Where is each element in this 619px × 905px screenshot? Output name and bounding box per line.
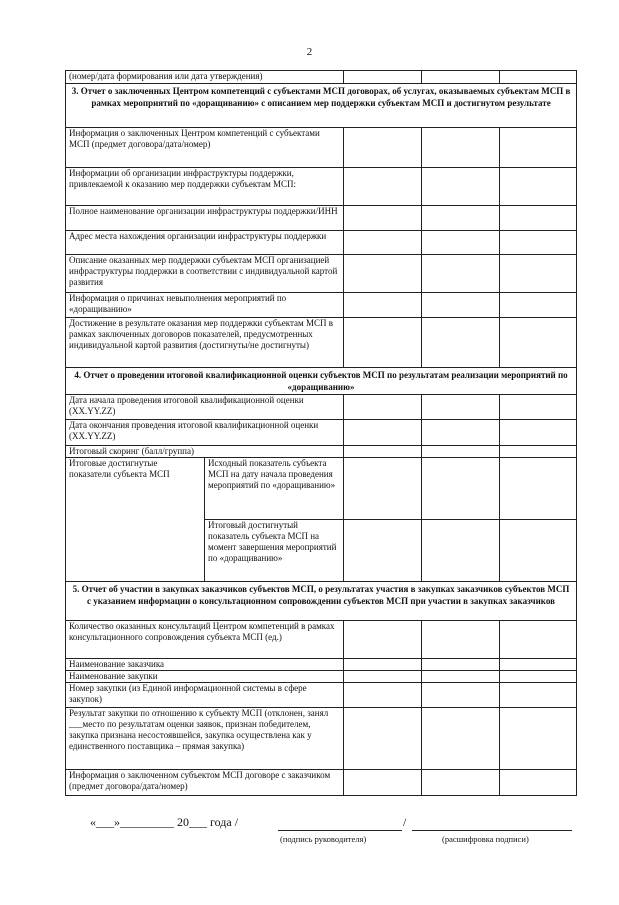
empty-cell [422,71,500,84]
signature-slash: / [403,815,407,829]
empty-cell [344,231,422,255]
empty-cell [422,458,500,520]
empty-cell [500,168,577,206]
row-label: Номер закупки (из Единой информационной системы в сфере закупок) [66,683,344,708]
empty-cell [422,770,500,796]
empty-cell [422,708,500,770]
empty-cell [344,395,422,420]
empty-cell [344,255,422,293]
empty-cell [500,255,577,293]
indicators-label: Итоговые достигнутые показатели субъекта МСП [66,458,205,582]
table-row [66,770,577,796]
table-row [66,293,577,318]
empty-cell [422,206,500,231]
section-header-row [66,368,577,395]
empty-cell [500,446,577,458]
empty-cell [422,621,500,659]
row-label: Информация о заключенном субъектом МСП договоре с заказчиком (предмет договора/дата/номер) [66,770,344,796]
signature-caption: (подпись руководителя) [280,834,367,844]
empty-cell [422,683,500,708]
empty-cell [500,683,577,708]
empty-cell [500,71,577,84]
table-row [66,708,577,770]
empty-cell [422,293,500,318]
name-line [412,830,572,831]
table-row [66,683,577,708]
table-row [66,255,577,293]
row-label: Наименование закупки [66,671,344,683]
empty-cell [500,293,577,318]
indicator-initial-label: Исходный показатель субъекта МСП на дату начала проведения мероприятий по «доращиванию» [205,458,344,520]
empty-cell [344,318,422,368]
empty-cell [500,671,577,683]
empty-cell [344,293,422,318]
empty-cell [422,128,500,168]
table-row [66,458,577,520]
page-number: 2 [306,46,313,58]
row-label: Дата окончания проведения итоговой квалификационной оценки (XX.YY.ZZ) [66,420,344,446]
row-label: Наименование заказчика [66,659,344,671]
row-label: Информация о причинах невыполнения мероприятий по «доращиванию» [66,293,344,318]
empty-cell [344,71,422,84]
table-row [66,659,577,671]
table-row [66,446,577,458]
empty-cell [344,621,422,659]
empty-cell [422,671,500,683]
name-caption: (расшифровка подписи) [442,834,529,844]
row-label: Адрес места нахождения организации инфраструктуры поддержки [66,231,344,255]
table-row [66,420,577,446]
empty-cell [344,128,422,168]
table-row [66,128,577,168]
empty-cell [344,458,422,520]
row-label: Информации об организации инфраструктуры поддержки, привлекаемой к оказанию мер поддержки субъектам МСП: [66,168,344,206]
section-3-title: 3. Отчет о заключенных Центром компетенций с субъектами МСП договорах, об услугах, оказываемых субъектам МСП в рамках мероприятий по «доращиванию» с описанием мер поддержки субъектам МСП и достигнутом результате [66,84,577,128]
empty-cell [500,458,577,520]
row-label: Количество оказанных консультаций Центром компетенций в рамках консультационного сопровождения субъекта МСП (ед.) [66,621,344,659]
report-form-table [65,70,577,796]
empty-cell [344,206,422,231]
empty-cell [422,168,500,206]
row-label: Дата начала проведения итоговой квалификационной оценки (XX.YY.ZZ) [66,395,344,420]
empty-cell [500,395,577,420]
table-row [66,395,577,420]
empty-cell [500,206,577,231]
empty-cell [422,446,500,458]
signature-line [278,830,402,831]
empty-cell [344,708,422,770]
section-header-row [66,582,577,621]
indicator-final-label: Итоговый достигнутый показатель субъекта МСП на момент завершения мероприятий по «доращиванию» [205,520,344,582]
empty-cell [422,255,500,293]
row-label: Информация о заключенных Центром компетенций с субъектами МСП (предмет договора/дата/номер) [66,128,344,168]
empty-cell [344,520,422,582]
empty-cell [344,420,422,446]
form-date-label: (номер/дата формирования или дата утверждения) [66,71,344,84]
date-line: «___»_________ 20___ года / [90,815,239,829]
empty-cell [500,520,577,582]
empty-cell [500,318,577,368]
table-row [66,168,577,206]
section-4-title: 4. Отчет о проведении итоговой квалификационной оценки субъектов МСП по результатам реализации мероприятий по «доращиванию» [66,368,577,395]
empty-cell [500,770,577,796]
table-row [66,318,577,368]
section-5-title: 5. Отчет об участии в закупках заказчиков субъектов МСП, о результатах участия в закупках заказчиков субъектов МСП с указанием информации о консультационном сопровождении субъектов МСП при участии в закупках заказчиков [66,582,577,621]
empty-cell [500,420,577,446]
table-row [66,671,577,683]
empty-cell [422,231,500,255]
empty-cell [500,621,577,659]
table-row [66,71,577,84]
empty-cell [344,770,422,796]
empty-cell [422,318,500,368]
row-label: Полное наименование организации инфраструктуры поддержки/ИНН [66,206,344,231]
empty-cell [500,231,577,255]
empty-cell [422,520,500,582]
empty-cell [422,395,500,420]
row-label: Достижение в результате оказания мер поддержки субъектам МСП в рамках заключенных договоров показателей, предусмотренных индивидуальной картой развития (достигнуты/не достигнуты) [66,318,344,368]
empty-cell [344,168,422,206]
row-label: Итоговый скоринг (балл/группа) [66,446,344,458]
empty-cell [344,659,422,671]
empty-cell [344,446,422,458]
empty-cell [422,420,500,446]
row-label: Описание оказанных мер поддержки субъектам МСП организацией инфраструктуры поддержки в соответствии с индивидуальной картой развития [66,255,344,293]
table-row [66,621,577,659]
empty-cell [500,708,577,770]
empty-cell [344,671,422,683]
signature-footer [90,815,580,855]
empty-cell [500,659,577,671]
row-label: Результат закупки по отношению к субъекту МСП (отклонен, занял ___место по результатам оценки заявок, признан победителем, закупка признана несостоявшейся, закупка осуществлена как у единственного поставщика – прямая закупка) [66,708,344,770]
empty-cell [422,659,500,671]
table-row [66,231,577,255]
table-row [66,206,577,231]
empty-cell [344,683,422,708]
section-header-row [66,84,577,128]
empty-cell [500,128,577,168]
